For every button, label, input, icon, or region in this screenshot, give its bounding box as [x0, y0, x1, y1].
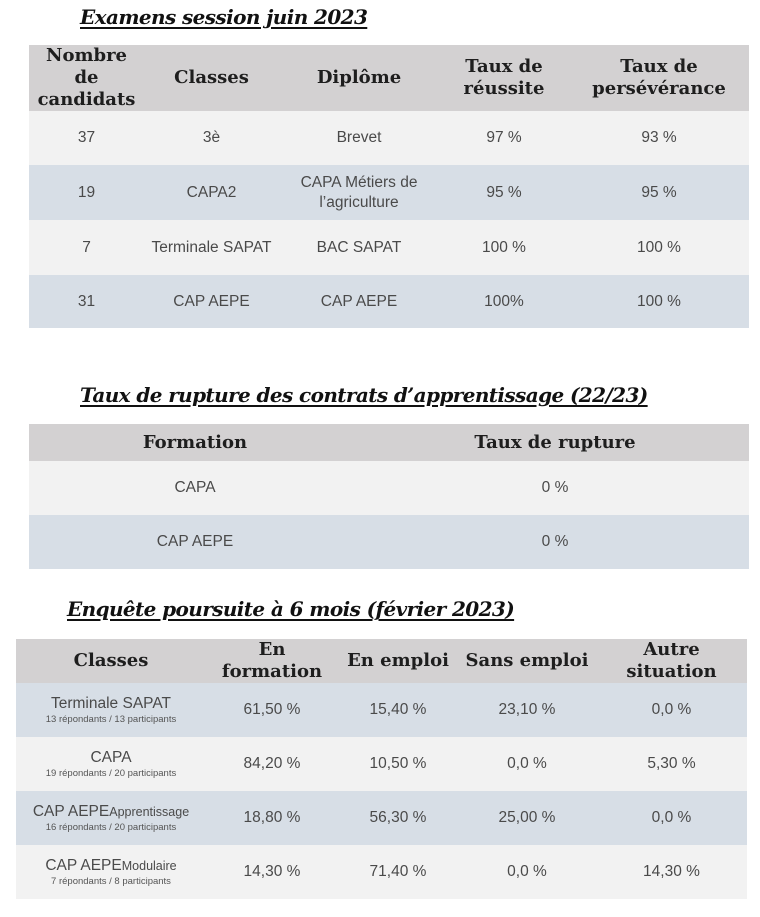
header-sans-emploi: Sans emploi — [458, 639, 596, 683]
header-en-formation: En formation — [206, 639, 338, 683]
cell-formation: CAP AEPE — [29, 515, 361, 569]
cell-en-formation: 14,30 % — [206, 845, 338, 899]
cell-reussite: 97 % — [439, 111, 569, 165]
cell-classe: CAPA2 — [144, 165, 279, 220]
classe-suffix: Apprentissage — [109, 805, 190, 819]
table-row — [29, 275, 749, 328]
header-candidats: Nombre de candidats — [29, 45, 144, 111]
cell-autre-situation: 14,30 % — [596, 845, 747, 899]
cell-en-emploi: 10,50 % — [338, 737, 458, 791]
cell-en-formation: 18,80 % — [206, 791, 338, 845]
cell-candidats: 7 — [29, 220, 144, 275]
cell-classe: CAP AEPE — [144, 275, 279, 328]
classe-detail: 19 répondants / 20 participants — [45, 768, 177, 779]
cell-reussite: 95 % — [439, 165, 569, 220]
table-row — [29, 111, 749, 165]
enquete-header-row — [16, 639, 747, 683]
cell-sans-emploi: 0,0 % — [458, 737, 596, 791]
cell-classe: 3è — [144, 111, 279, 165]
cell-perseverance: 95 % — [569, 165, 749, 220]
classe-suffix: Modulaire — [121, 859, 177, 873]
classe-name: Terminale SAPAT — [50, 695, 172, 712]
examens-header-row — [29, 45, 749, 111]
cell-diplome: Brevet — [279, 111, 439, 165]
classe-name: CAP AEPE — [32, 803, 110, 820]
cell-classe: Terminale SAPAT — [144, 220, 279, 275]
examens-table — [29, 45, 749, 328]
header-reussite: Taux de réussite — [439, 45, 569, 111]
table-row — [16, 737, 747, 791]
header-formation: Formation — [29, 424, 361, 461]
cell-candidats: 31 — [29, 275, 144, 328]
rupture-title: Taux de rupture des contrats d’apprentissage (22/23) — [80, 383, 648, 407]
header-en-emploi: En emploi — [338, 639, 458, 683]
table-row — [29, 461, 749, 515]
header-autre-situation: Autre situation — [596, 639, 747, 683]
cell-perseverance: 100 % — [569, 275, 749, 328]
enquete-title: Enquête poursuite à 6 mois (février 2023) — [67, 597, 515, 621]
table-row — [29, 165, 749, 220]
cell-diplome: CAP AEPE — [279, 275, 439, 328]
table-row — [29, 220, 749, 275]
examens-title: Examens session juin 2023 — [80, 5, 368, 29]
cell-classe — [16, 791, 206, 845]
table-row — [29, 515, 749, 569]
cell-classe — [16, 845, 206, 899]
cell-diplome: BAC SAPAT — [279, 220, 439, 275]
cell-autre-situation: 5,30 % — [596, 737, 747, 791]
classe-name: CAP AEPE — [45, 857, 122, 874]
table-row — [16, 791, 747, 845]
classe-name: CAPA — [90, 749, 132, 766]
cell-sans-emploi: 0,0 % — [458, 845, 596, 899]
cell-candidats: 19 — [29, 165, 144, 220]
cell-taux: 0 % — [361, 461, 749, 515]
cell-en-formation: 84,20 % — [206, 737, 338, 791]
cell-taux: 0 % — [361, 515, 749, 569]
enquete-table — [16, 639, 747, 899]
cell-classe — [16, 683, 206, 737]
cell-en-emploi: 71,40 % — [338, 845, 458, 899]
classe-detail: 13 répondants / 13 participants — [45, 714, 177, 725]
cell-reussite: 100% — [439, 275, 569, 328]
header-perseverance: Taux de persévérance — [569, 45, 749, 111]
cell-en-emploi: 56,30 % — [338, 791, 458, 845]
cell-perseverance: 100 % — [569, 220, 749, 275]
header-diplome: Diplôme — [279, 45, 439, 111]
cell-diplome: CAPA Métiers de l’agriculture — [279, 165, 439, 220]
cell-reussite: 100 % — [439, 220, 569, 275]
table-row — [16, 845, 747, 899]
cell-sans-emploi: 23,10 % — [458, 683, 596, 737]
classe-detail: 7 répondants / 8 participants — [51, 876, 171, 887]
table-row — [16, 683, 747, 737]
header-classes: Classes — [16, 639, 206, 683]
cell-perseverance: 93 % — [569, 111, 749, 165]
header-taux-rupture: Taux de rupture — [361, 424, 749, 461]
header-classes: Classes — [144, 45, 279, 111]
rupture-table — [29, 424, 749, 569]
cell-autre-situation: 0,0 % — [596, 791, 747, 845]
cell-classe — [16, 737, 206, 791]
cell-formation: CAPA — [29, 461, 361, 515]
cell-autre-situation: 0,0 % — [596, 683, 747, 737]
classe-detail: 16 répondants / 20 participants — [45, 822, 177, 833]
rupture-header-row — [29, 424, 749, 461]
cell-en-emploi: 15,40 % — [338, 683, 458, 737]
cell-en-formation: 61,50 % — [206, 683, 338, 737]
cell-sans-emploi: 25,00 % — [458, 791, 596, 845]
cell-candidats: 37 — [29, 111, 144, 165]
